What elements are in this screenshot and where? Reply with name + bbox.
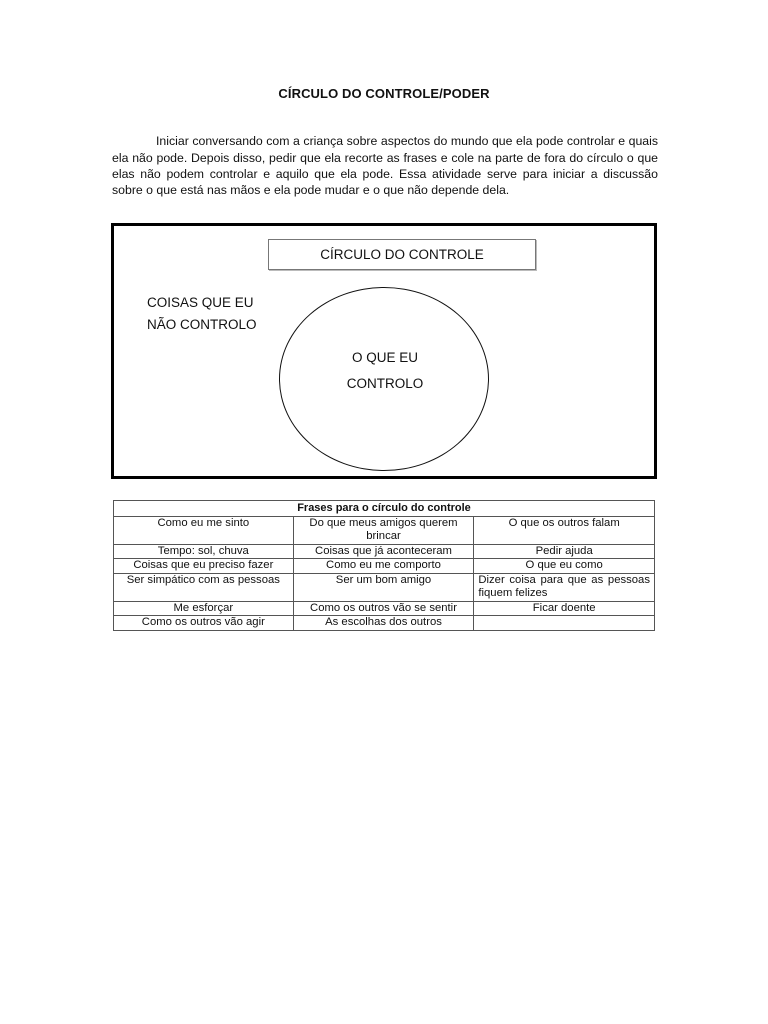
inside-circle-label bbox=[330, 345, 440, 397]
table-header-row bbox=[114, 501, 655, 517]
table-cell: O que eu como bbox=[474, 559, 655, 574]
control-circle bbox=[279, 287, 489, 471]
table-header: Frases para o círculo do controle bbox=[114, 501, 655, 517]
table-cell: Do que meus amigos querem brincar bbox=[293, 516, 474, 544]
inside-label-line-1: O QUE EU bbox=[351, 350, 418, 365]
table-cell: Coisas que eu preciso fazer bbox=[114, 559, 294, 574]
control-circle-diagram bbox=[111, 223, 657, 479]
table-cell: Como eu me comporto bbox=[293, 559, 474, 574]
table-cell: Ser um bom amigo bbox=[293, 573, 474, 601]
diagram-title-box: CÍRCULO DO CONTROLE bbox=[268, 239, 536, 270]
table-cell: Como os outros vão agir bbox=[114, 616, 294, 631]
table-row bbox=[114, 544, 655, 559]
table-row bbox=[114, 601, 655, 616]
table-cell: Como os outros vão se sentir bbox=[293, 601, 474, 616]
table-cell: O que os outros falam bbox=[474, 516, 655, 544]
intro-paragraph: Iniciar conversando com a criança sobre aspectos do mundo que ela pode controlar e quais ela não pode. Depois disso, pedir que ela recorte as frases e cole na parte de fora do círculo o que elas não podem controlar e aquilo que ela pode. Essa atividade serve para iniciar a discussão sobre o que está nas mãos e ela pode mudar e o que não depende dela. bbox=[112, 134, 658, 198]
table-cell bbox=[474, 616, 655, 631]
table-row bbox=[114, 559, 655, 574]
table-cell: Me esforçar bbox=[114, 601, 294, 616]
table-cell: Ser simpático com as pessoas bbox=[114, 573, 294, 601]
table-row bbox=[114, 573, 655, 601]
table-cell: As escolhas dos outros bbox=[293, 616, 474, 631]
document-title: CÍRCULO DO CONTROLE/PODER bbox=[278, 86, 490, 101]
inside-label-line-2: CONTROLO bbox=[346, 376, 424, 391]
outside-label-line-1: COISAS QUE EU bbox=[147, 295, 254, 310]
outside-label-line-2: NÃO CONTROLO bbox=[147, 317, 257, 332]
table-row bbox=[114, 616, 655, 631]
table-cell: Coisas que já aconteceram bbox=[293, 544, 474, 559]
table-cell: Tempo: sol, chuva bbox=[114, 544, 294, 559]
table-cell: Ficar doente bbox=[474, 601, 655, 616]
table-cell: Como eu me sinto bbox=[114, 516, 294, 544]
table-cell: Dizer coisa para que as pessoas fiquem felizes bbox=[474, 573, 655, 601]
table-row bbox=[114, 516, 655, 544]
outside-circle-label bbox=[147, 292, 297, 336]
phrases-table bbox=[113, 500, 655, 631]
table-cell: Pedir ajuda bbox=[474, 544, 655, 559]
